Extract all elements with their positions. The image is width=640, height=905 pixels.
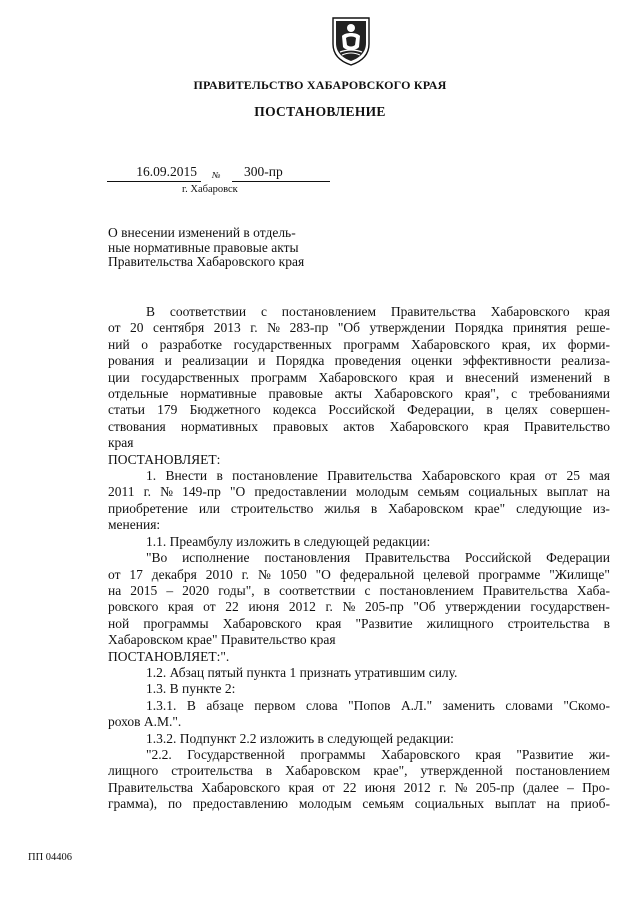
body-line: на 2015 – 2020 годы", в соответствии с постановлением Правительства Хаба- [108,582,610,598]
body-line: ПОСТАНОВЛЯЕТ:". [108,648,230,664]
body-line: ровского края от 22 июня 2012 г. № 205-пр "Об утверждении государствен- [108,599,610,615]
coat-of-arms-emblem [330,14,372,66]
body-line: "Во исполнение постановления Правительства Российской Федерации [146,550,610,566]
number-sign: № [212,170,221,180]
body-line: Хабаровском крае" Правительство края [108,632,336,648]
body-line: 1. Внести в постановление Правительства Хабаровского края от 25 мая [146,468,610,484]
body-line: 2011 г. № 149-пр "О предоставлении молодым семьям социальных выплат на [108,484,610,500]
document-number: 300-пр [232,164,330,182]
document-city: г. Хабаровск [182,184,238,195]
body-line: ний о разработке государственных программ Хабаровского края, их форми- [108,336,610,352]
body-line: края [108,435,134,451]
body-line: В соответствии с постановлением Правительства Хабаровского края [146,304,610,319]
body-line: рования и реализации и Порядка проведения оценки эффективности реализа- [108,353,610,369]
body-line: 1.3. В пункте 2: [146,681,236,697]
document-type-title: ПОСТАНОВЛЕНИЕ [254,104,386,119]
body-line: 1.3.1. В абзаце первом слова "Попов А.Л." заменить словами "Скомо- [146,697,610,713]
body-line: ции государственных программ Хабаровского края и внесений изменений в [108,369,610,385]
document-code: ПП 04406 [28,852,73,863]
body-line: лищного строительства в Хабаровском крае", утвержденной постановлением [108,763,610,779]
body-line: 1.2. Абзац пятый пункта 1 признать утратившим силу. [146,664,458,680]
subject-line: Правительства Хабаровского края [108,254,305,270]
body-line: 1.1. Преамбулу изложить в следующей редакции: [146,533,431,549]
government-name: ПРАВИТЕЛЬСТВО ХАБАРОВСКОГО КРАЯ [193,78,447,92]
body-line: "2.2. Государственной программы Хабаровского края "Развитие жи- [146,746,610,762]
body-line: грамма), по предоставлению молодым семьям социальных выплат на приоб- [108,796,610,812]
body-line: менения: [108,517,161,533]
subject-line: ные нормативные правовые акты [108,239,299,255]
body-line: отдельные нормативные правовые акты Хабаровского края", с требованиями [108,386,610,402]
body-line: от 17 декабря 2010 г. № 1050 "О федеральной целевой программе "Жилище" [108,566,610,582]
body-line: Правительства Хабаровского края от 22 июня 2012 г. № 205-пр (далее – Про- [108,779,610,795]
body-line: ПОСТАНОВЛЯЕТ: [108,451,221,467]
body-line: 1.3.2. Подпункт 2.2 изложить в следующей редакции: [146,730,454,746]
body-line: приобретение или строительство жилья в Хабаровском крае" следующие из- [108,500,610,516]
body-line: рохов А.М.". [108,714,182,730]
document-date: 16.09.2015 [107,164,201,182]
body-line: ной программы Хабаровского края "Развитие жилищного строительства в [108,615,610,631]
document-body [108,304,610,813]
body-line: от 20 сентября 2013 г. № 283-пр "Об утверждении Порядка принятия реше- [108,320,610,336]
body-line: статьи 179 Бюджетного кодекса Российской Федерации, в целях совершен- [108,402,610,418]
document-subject [108,226,338,270]
body-line: ствования нормативных правовых актов Хабаровского края Правительство [108,418,610,434]
subject-line: О внесении изменений в отдель- [108,225,296,240]
